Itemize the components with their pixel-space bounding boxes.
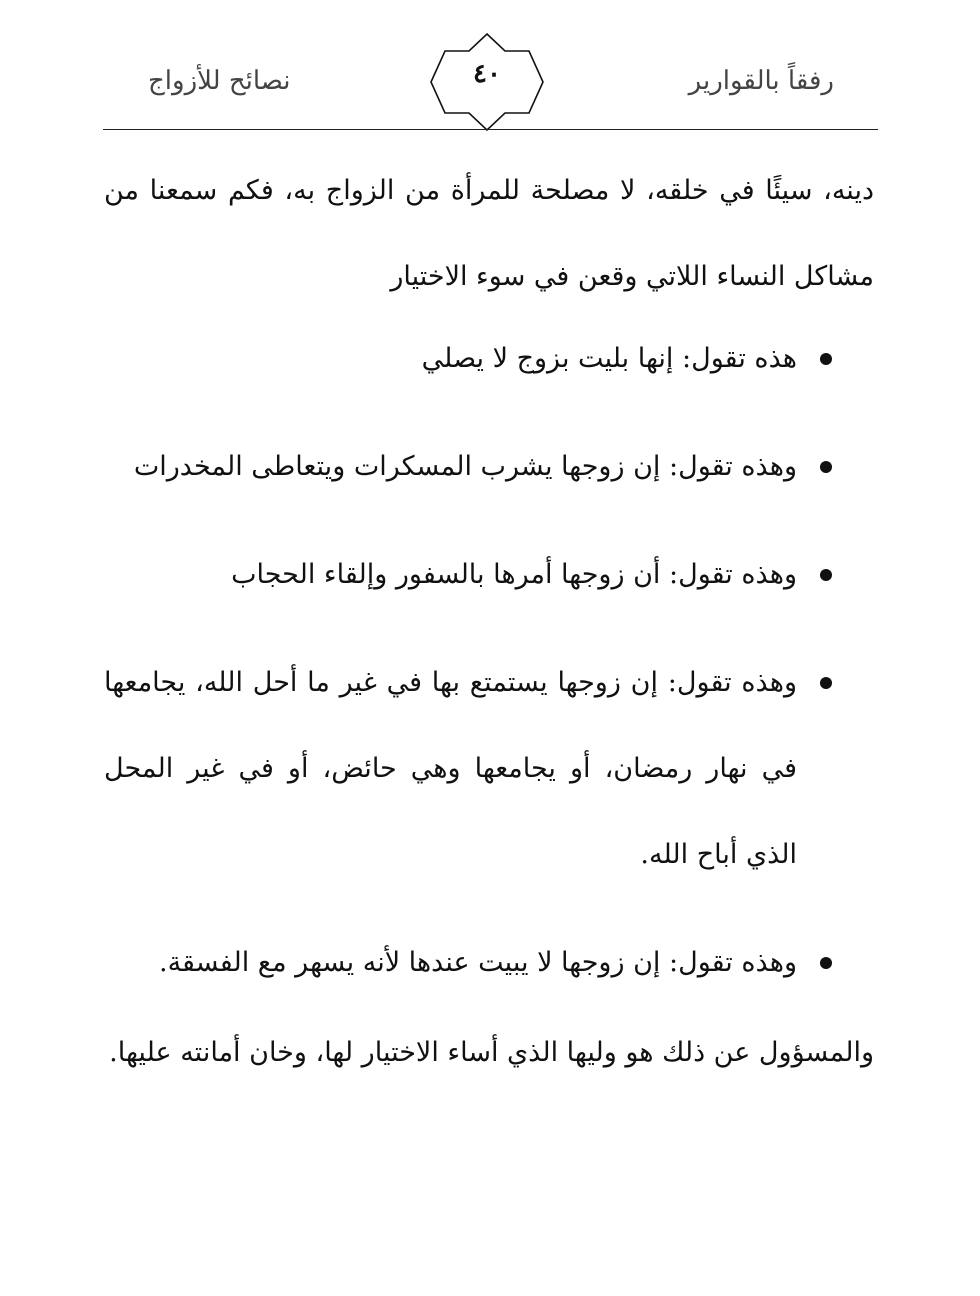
list-item (104, 640, 874, 898)
list-item (104, 316, 874, 402)
bullet-icon (820, 353, 832, 365)
section-title: نصائح للأزواج (148, 66, 291, 96)
header-divider (103, 129, 878, 130)
list-item-text: وهذه تقول: أن زوجها أمرها بالسفور وإلقاء الحجاب (231, 559, 797, 590)
list-item-text: وهذه تقول: إن زوجها لا يبيت عندها لأنه يسهر مع الفسقة. (159, 947, 797, 978)
closing-paragraph: والمسؤول عن ذلك هو وليها الذي أساء الاختيار لها، وخان أمانته عليها. (109, 1037, 874, 1068)
page-header (0, 0, 980, 140)
list-item (104, 920, 874, 1006)
list-item-text: وهذه تقول: إن زوجها يستمتع بها في غير ما أحل الله، يجامعها في نهار رمضان، أو يجامعها وهي حائض، أو في غير المحل الذي أباح الله. (104, 667, 797, 870)
page-number: ٤٠ (473, 59, 501, 89)
bullet-icon (820, 957, 832, 969)
list-item-text: وهذه تقول: إن زوجها يشرب المسكرات ويتعاطى المخدرات (133, 451, 797, 482)
book-title: رفقاً بالقوارير (688, 66, 834, 96)
bullet-icon (820, 461, 832, 473)
bullet-icon (820, 569, 832, 581)
list-item (104, 424, 874, 510)
list-item-text: هذه تقول: إنها بليت بزوج لا يصلي (421, 343, 797, 374)
bullet-icon (820, 677, 832, 689)
list-item (104, 532, 874, 618)
intro-paragraph: دينه، سيئًا في خلقه، لا مصلحة للمرأة من الزواج به، فكم سمعنا من مشاكل النساء اللاتي وقعن في سوء الاختيار (104, 175, 874, 292)
bullet-list (104, 316, 874, 1028)
page-number-badge (430, 33, 544, 131)
